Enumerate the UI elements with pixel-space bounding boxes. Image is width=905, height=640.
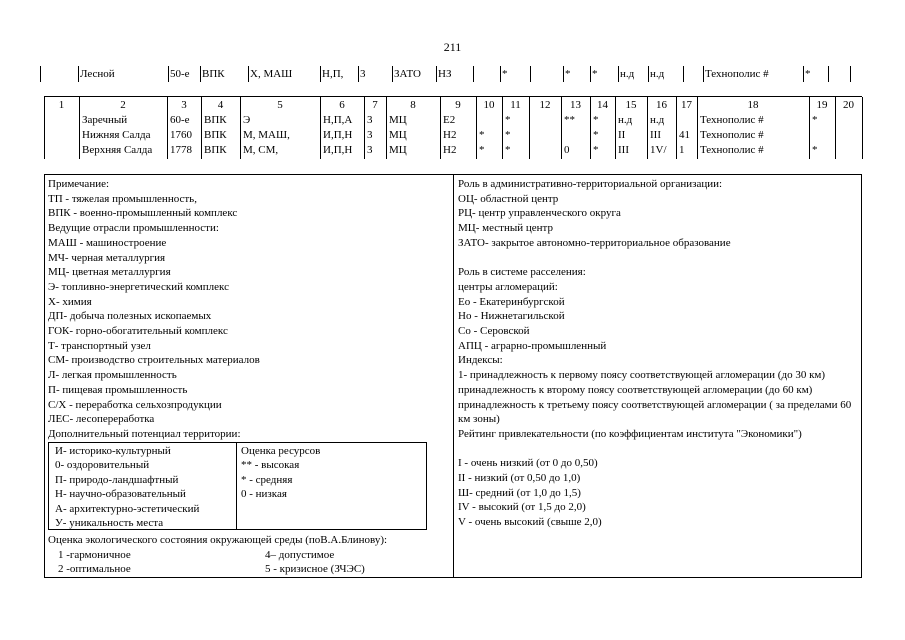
top-row-cell: * <box>805 68 811 80</box>
table-cell: * <box>505 114 511 126</box>
column-number: 15 <box>625 99 637 111</box>
table-cell: 1 <box>679 144 685 156</box>
table-cell: 3 <box>367 114 373 126</box>
table-cell: III <box>618 144 629 156</box>
top-row-cell: Лесной <box>80 68 115 80</box>
column-number: 6 <box>339 99 345 111</box>
table-cell: МЦ <box>389 114 407 126</box>
legend-line: ВПК - военно-промышленный комплекс <box>48 207 238 220</box>
top-row-cell: * <box>592 68 598 80</box>
table-cell: * <box>812 144 818 156</box>
rating-item: I - очень низкий (от 0 до 0,50) <box>458 457 598 470</box>
table-cell: * <box>479 129 485 141</box>
table-cell: И,П,Н <box>323 144 353 156</box>
table-cell: М, СМ, <box>243 144 279 156</box>
settlement-role-line: Ео - Екатеринбургской <box>458 295 565 308</box>
column-number: 14 <box>597 99 608 111</box>
rating-item: Ш- средний (от 1,0 до 1,5) <box>458 486 581 499</box>
notes-right <box>458 177 858 530</box>
table-cell: * <box>479 144 485 156</box>
potential-box <box>48 442 427 530</box>
legend-list <box>48 192 450 442</box>
column-number: 16 <box>656 99 667 111</box>
table-cell: * <box>812 114 818 126</box>
table-cell: * <box>593 144 599 156</box>
legend-line: МЦ- цветная металлургия <box>48 266 171 279</box>
notes-divider <box>453 175 454 577</box>
column-number: 5 <box>277 99 283 111</box>
table-cell: Нижняя Салда <box>82 129 151 141</box>
admin-role-line: ЗАТО- закрытое автономно-территориальное образование <box>458 236 731 249</box>
settlement-role-line: центры агломераций: <box>458 280 558 293</box>
table-cell: Технополис # <box>700 129 764 141</box>
table-cell: Заречный <box>82 114 128 126</box>
settlement-role-line: Индексы: <box>458 354 503 367</box>
table-cell: М, МАШ, <box>243 129 290 141</box>
top-row-cell: Н,П, <box>322 68 344 80</box>
column-number: 8 <box>410 99 416 111</box>
table-cell: И,П,Н <box>323 129 353 141</box>
table-cell: 1V/ <box>650 144 667 156</box>
column-number: 18 <box>747 99 759 111</box>
column-number: 9 <box>455 99 461 111</box>
rating-title: Рейтинг привлекательности (по коэффициентам института "Экономики") <box>458 427 802 440</box>
top-row-cell: * <box>502 68 508 80</box>
column-number: 1 <box>58 99 65 111</box>
table-cell: 60-е <box>170 114 190 126</box>
top-row-cell: Х, МАШ <box>250 68 293 80</box>
notes-left <box>48 177 450 442</box>
legend-line: ЛЕС- лесопереработка <box>48 413 155 426</box>
table-cell: Технополис # <box>700 114 764 126</box>
potential-list <box>55 444 199 530</box>
table-cell: Н2 <box>443 129 457 141</box>
top-row-cell: Технополис # <box>705 68 769 80</box>
legend-line: ДП- добыча полезных ископаемых <box>48 310 212 323</box>
top-row-cell: 3 <box>360 68 366 80</box>
legend-line: ГОК- горно-обогатительный комплекс <box>48 325 228 338</box>
legend-line: МЧ- черная металлургия <box>48 251 166 264</box>
column-number: 4 <box>217 99 224 111</box>
settlement-role-line: Роль в системе расселения: <box>458 266 586 279</box>
eco-item: 2 -оптимальное <box>58 563 131 576</box>
legend-line: ТП - тяжелая промышленность, <box>48 192 197 205</box>
resources-list <box>241 444 320 502</box>
table-cell: Э <box>243 114 251 126</box>
legend-line: Э- топливно-энергетический комплекс <box>48 280 229 293</box>
eco-title: Оценка экологического состояния окружающей среды (поВ.А.Блинову): <box>48 534 388 546</box>
legend-line: Л- легкая промышленность <box>48 369 177 382</box>
column-number: 3 <box>181 99 187 111</box>
column-divider <box>40 66 41 82</box>
table-cell: МЦ <box>389 129 407 141</box>
column-number: 13 <box>570 99 581 111</box>
column-divider <box>530 66 531 82</box>
eco-item: 4– допустимое <box>265 548 335 561</box>
table-cell: Н,П,А <box>323 114 353 126</box>
top-row-cell: * <box>565 68 571 80</box>
resource-item: 0 - низкая <box>241 488 287 501</box>
notes-title: Примечание: <box>48 178 110 190</box>
index-2: принадлежность к второму поясу соответствующей агломерации (до 60 км) <box>458 383 813 396</box>
eco-grid <box>48 548 448 578</box>
potential-item: Н- научно-образовательный <box>55 488 186 501</box>
top-row-cell: ВПК <box>202 68 225 80</box>
page-number: 211 <box>443 40 462 54</box>
table-cell: III <box>650 129 661 141</box>
legend-line: Т- транспортный узел <box>48 339 151 352</box>
admin-role-line: МЦ- местный центр <box>458 222 553 235</box>
settlement-role-line: Со - Серовской <box>458 325 530 338</box>
legend-line: МАШ - машиностроение <box>48 236 167 249</box>
index-1: 1- принадлежность к первому поясу соответствующей агломерации (до 30 км) <box>458 369 826 382</box>
top-row-cell: ЗАТО <box>394 68 422 80</box>
potential-item: А- архитектурно-эстетический <box>55 502 200 515</box>
table-cell: Н2 <box>443 144 457 156</box>
legend-line: С/Х - переработка сельхозпродукции <box>48 398 222 411</box>
top-row-cell: 50-е <box>170 68 190 80</box>
legend-line: Дополнительный потенциал территории: <box>48 427 241 440</box>
table-cell: * <box>505 129 511 141</box>
column-number: 19 <box>816 99 828 111</box>
column-divider <box>473 66 474 82</box>
column-number: 2 <box>120 99 126 111</box>
table-cell: н.д <box>618 114 633 126</box>
table-cell: ВПК <box>204 114 227 126</box>
table-cell: 3 <box>367 129 373 141</box>
table-cell: МЦ <box>389 144 407 156</box>
table-cell: Верхняя Салда <box>82 144 153 156</box>
main-table <box>44 96 862 159</box>
potential-divider <box>236 443 237 529</box>
legend-line: П- пищевая промышленность <box>48 383 188 396</box>
admin-role-line: РЦ- центр управленческого округа <box>458 207 621 220</box>
rating-item: II - низкий (от 0,50 до 1,0) <box>458 472 581 485</box>
table-cell: Е2 <box>443 114 456 126</box>
table-cell: 1778 <box>170 144 192 156</box>
top-row-cell: НЗ <box>438 68 452 80</box>
legend-line: Ведущие отрасли промышленности: <box>48 222 219 235</box>
potential-item: 0- оздоровительный <box>55 459 150 472</box>
table-cell: * <box>505 144 511 156</box>
top-row-cell: н.д <box>650 68 665 80</box>
table-cell: 1760 <box>170 129 192 141</box>
potential-item: У- уникальность места <box>55 517 164 530</box>
admin-role-line: Роль в административно-территориальной организации: <box>458 178 723 190</box>
resource-item: ** - высокая <box>241 459 300 472</box>
table-cell: II <box>618 129 626 141</box>
table-cell: ВПК <box>204 129 227 141</box>
column-divider <box>862 97 863 159</box>
eco-item: 5 - кризисное (ЗЧЭС) <box>265 563 365 576</box>
column-divider <box>850 66 851 82</box>
legend-line: СМ- производство строительных материалов <box>48 354 260 367</box>
table-cell: Технополис # <box>700 144 764 156</box>
settlement-role-line: АПЦ - аграрно-промышленный <box>458 339 607 352</box>
table-cell: 3 <box>367 144 373 156</box>
column-number: 11 <box>510 99 521 111</box>
potential-item: П- природо-ландшафтный <box>55 473 179 486</box>
table-cell: н.д <box>650 114 665 126</box>
column-divider <box>828 66 829 82</box>
index-3: принадлежность к третьему поясу соответствующей агломерации ( за пределами 60 км зоны) <box>458 398 852 426</box>
top-row-cell: н.д <box>620 68 635 80</box>
column-number: 12 <box>539 99 551 111</box>
admin-role-line: ОЦ- областной центр <box>458 192 559 205</box>
table-cell: * <box>593 129 599 141</box>
table-cell: 41 <box>679 129 690 141</box>
settlement-role-line: Но - Нижнетагильской <box>458 310 565 323</box>
eco-item: 1 -гармоничное <box>58 548 131 561</box>
resource-item: * - средняя <box>241 473 293 486</box>
rating-item: IV - высокий (от 1,5 до 2,0) <box>458 501 586 514</box>
column-divider <box>683 66 684 82</box>
column-number: 20 <box>843 99 854 111</box>
rating-item: V - очень высокий (свыше 2,0) <box>458 516 602 529</box>
legend-line: Х- химия <box>48 295 92 308</box>
table-cell: ** <box>564 114 575 126</box>
table-cell: * <box>593 114 599 126</box>
eco-section <box>48 533 448 578</box>
resources-title: Оценка ресурсов <box>241 445 321 457</box>
column-number: 7 <box>372 99 378 111</box>
table-cell: 0 <box>564 144 570 156</box>
column-number: 17 <box>681 99 692 111</box>
notes-box <box>44 174 862 578</box>
table-cell: ВПК <box>204 144 227 156</box>
column-number: 10 <box>483 99 495 111</box>
potential-item: И- историко-культурный <box>55 445 171 457</box>
